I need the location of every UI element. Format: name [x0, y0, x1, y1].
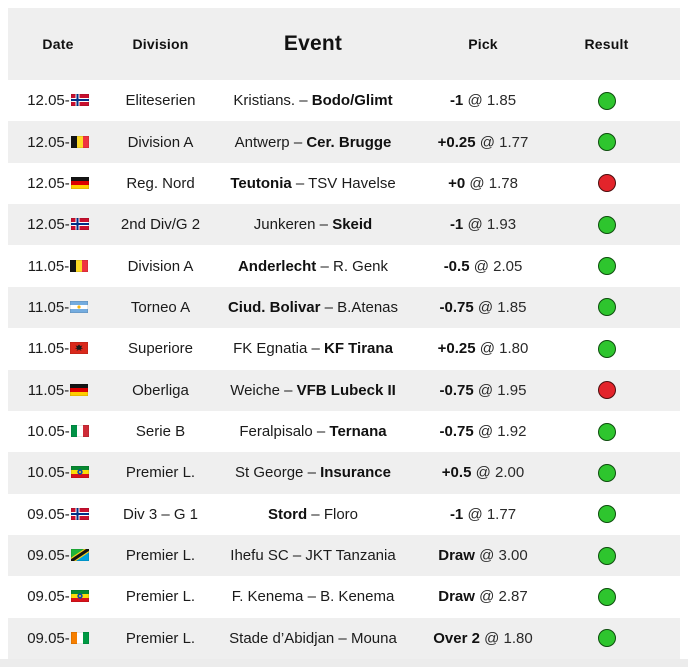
event-label: Stord – Floro — [267, 505, 359, 523]
division-label: Premier L. — [125, 464, 196, 482]
flag-norway-icon — [71, 508, 89, 520]
bottom-strip — [0, 659, 688, 667]
home-team: St George — [235, 464, 304, 482]
flag-norway-icon — [71, 218, 89, 230]
result-cell — [553, 505, 680, 523]
pick-odds: @ 2.00 — [471, 464, 525, 482]
pick-odds: @ 1.85 — [463, 92, 517, 110]
home-team: Anderlecht — [237, 257, 317, 275]
table-row — [8, 121, 680, 162]
flag-tanzania-icon — [71, 549, 89, 561]
date-cell — [8, 175, 108, 192]
division-label: 2nd Div/G 2 — [120, 216, 201, 234]
table-body — [8, 80, 680, 659]
pick-value: -0.75 — [439, 298, 474, 316]
pick-value: -0.75 — [439, 381, 474, 399]
result-cell — [553, 464, 680, 482]
home-team: Antwerp — [234, 133, 290, 151]
pick-value: +0.25 — [437, 340, 476, 358]
result-cell — [553, 629, 680, 647]
away-team: Ternana — [329, 423, 387, 441]
pick-value: -1 — [449, 505, 464, 523]
result-cell — [553, 588, 680, 606]
date-label: 12.05- — [27, 92, 70, 110]
away-team: Cer. Brugge — [306, 133, 392, 151]
division-label: Premier L. — [125, 629, 196, 647]
result-win-indicator — [598, 298, 616, 316]
result-cell — [553, 133, 680, 151]
result-win-indicator — [598, 423, 616, 441]
date-cell — [8, 423, 108, 440]
pick-value: -1 — [449, 216, 464, 234]
flag-germany-icon — [70, 384, 88, 396]
pick-value: +0 — [448, 174, 466, 192]
pick-label — [413, 382, 553, 399]
away-team: Skeid — [332, 216, 373, 234]
date-cell — [8, 630, 108, 647]
event-label: Teutonia – TSV Havelse — [230, 174, 396, 192]
event-label: Stade d’Abidjan – Mouna — [229, 629, 397, 647]
pick-odds: @ 1.85 — [473, 298, 527, 316]
date-cell — [8, 506, 108, 523]
table-row — [8, 80, 680, 121]
home-team: Stade d’Abidjan — [229, 629, 335, 647]
pick-label — [413, 423, 553, 440]
result-win-indicator — [598, 464, 616, 482]
result-win-indicator — [598, 257, 616, 275]
date-label: 09.05- — [27, 505, 70, 523]
division-label: Division A — [127, 257, 194, 275]
date-label: 09.05- — [27, 547, 70, 565]
away-team: Mouna — [350, 629, 397, 647]
result-cell — [553, 298, 680, 316]
pick-odds: @ 1.93 — [463, 216, 517, 234]
date-cell — [8, 588, 108, 605]
date-label: 11.05- — [27, 257, 70, 275]
table-header — [8, 8, 680, 80]
result-win-indicator — [598, 340, 616, 358]
result-cell — [553, 92, 680, 110]
pick-label — [413, 340, 553, 357]
away-team: B.Atenas — [337, 298, 399, 316]
pick-label — [413, 258, 553, 275]
flag-ivory-coast-icon — [71, 632, 89, 644]
event-label: Ciud. Bolivar – B.Atenas — [227, 298, 399, 316]
result-cell — [553, 423, 680, 441]
result-cell — [553, 381, 680, 399]
table-row — [8, 245, 680, 286]
table-row — [8, 328, 680, 369]
away-team: KF Tirana — [324, 340, 393, 358]
result-win-indicator — [598, 216, 616, 234]
result-win-indicator — [598, 505, 616, 523]
result-win-indicator — [598, 133, 616, 151]
division-label: Premier L. — [125, 547, 196, 565]
date-label: 09.05- — [27, 588, 70, 606]
event-label: Antwerp – Cer. Brugge — [234, 133, 392, 151]
table-row — [8, 204, 680, 245]
event-label: Kristians. – Bodo/Glimt — [233, 92, 393, 110]
flag-albania-icon — [70, 342, 88, 354]
result-win-indicator — [598, 588, 616, 606]
event-label: St George – Insurance — [235, 464, 391, 482]
result-cell — [553, 547, 680, 565]
pick-odds: @ 1.80 — [475, 340, 529, 358]
pick-label — [413, 464, 553, 481]
date-cell — [8, 340, 108, 357]
column-header-event: Event — [283, 32, 343, 55]
date-cell — [8, 464, 108, 481]
home-team: FK Egnatia — [233, 340, 308, 358]
table-row — [8, 618, 680, 659]
date-label: 09.05- — [27, 629, 70, 647]
division-label: Eliteserien — [125, 92, 196, 110]
date-label: 12.05- — [27, 216, 70, 234]
result-win-indicator — [598, 547, 616, 565]
away-team: TSV Havelse — [308, 174, 396, 192]
table-row — [8, 411, 680, 452]
away-team: Insurance — [320, 464, 391, 482]
pick-label — [413, 175, 553, 192]
picks-table — [8, 8, 680, 659]
pick-odds: @ 1.95 — [473, 381, 527, 399]
home-team: Ihefu SC — [230, 547, 289, 565]
away-team: B. Kenema — [320, 588, 395, 606]
date-cell — [8, 258, 108, 275]
column-header-division: Division — [132, 36, 189, 52]
division-label: Reg. Nord — [126, 174, 195, 192]
column-header-result: Result — [584, 36, 629, 52]
result-loss-indicator — [598, 174, 616, 192]
away-team: R. Genk — [333, 257, 389, 275]
result-win-indicator — [598, 92, 616, 110]
flag-norway-icon — [71, 94, 89, 106]
result-loss-indicator — [598, 381, 616, 399]
result-cell — [553, 216, 680, 234]
flag-germany-icon — [71, 177, 89, 189]
home-team: Ciud. Bolivar — [227, 298, 321, 316]
pick-odds: @ 2.87 — [474, 588, 528, 606]
flag-ethiopia-icon — [71, 466, 89, 478]
result-cell — [553, 257, 680, 275]
table-row — [8, 535, 680, 576]
pick-value: -1 — [449, 92, 464, 110]
pick-value: -0.75 — [439, 423, 474, 441]
date-label: 12.05- — [27, 174, 70, 192]
date-label: 11.05- — [27, 381, 70, 399]
result-cell — [553, 174, 680, 192]
pick-label — [413, 506, 553, 523]
table-row — [8, 576, 680, 617]
pick-value: Draw — [438, 547, 475, 565]
flag-belgium-icon — [70, 260, 88, 272]
pick-label — [413, 92, 553, 109]
pick-label — [413, 134, 553, 151]
away-team: Floro — [323, 505, 359, 523]
pick-odds: @ 1.80 — [479, 629, 533, 647]
home-team: F. Kenema — [231, 588, 304, 606]
pick-odds: @ 1.78 — [465, 174, 518, 192]
date-cell — [8, 134, 108, 151]
pick-value: Over 2 — [433, 629, 480, 647]
table-row — [8, 287, 680, 328]
date-label: 10.05- — [27, 423, 70, 441]
pick-odds: @ 3.00 — [474, 547, 528, 565]
division-label: Serie B — [135, 423, 186, 441]
division-label: Oberliga — [132, 381, 189, 399]
pick-label — [413, 299, 553, 316]
result-cell — [553, 340, 680, 358]
date-cell — [8, 547, 108, 564]
home-team: Feralpisalo — [239, 423, 313, 441]
column-header-date: Date — [42, 36, 74, 52]
date-cell — [8, 92, 108, 109]
result-win-indicator — [598, 629, 616, 647]
division-label: Premier L. — [125, 588, 196, 606]
date-cell — [8, 216, 108, 233]
pick-value: +0.5 — [441, 464, 472, 482]
away-team: JKT Tanzania — [305, 547, 396, 565]
event-label: Anderlecht – R. Genk — [237, 257, 389, 275]
division-label: Superiore — [127, 340, 194, 358]
date-label: 12.05- — [27, 133, 70, 151]
home-team: Teutonia — [230, 174, 292, 192]
date-label: 11.05- — [27, 298, 70, 316]
home-team: Kristians. — [233, 92, 296, 110]
flag-argentina-icon — [70, 301, 88, 313]
home-team: Weiche — [230, 381, 280, 399]
pick-label — [413, 588, 553, 605]
division-label: Division A — [127, 133, 194, 151]
pick-odds: @ 1.92 — [473, 423, 527, 441]
pick-label — [413, 216, 553, 233]
pick-value: -0.5 — [443, 257, 470, 275]
event-label: Junkeren – Skeid — [253, 216, 373, 234]
pick-odds: @ 1.77 — [463, 505, 517, 523]
column-header-pick: Pick — [468, 36, 498, 52]
division-label: Div 3 – G 1 — [122, 505, 199, 523]
pick-label — [413, 630, 553, 647]
date-label: 10.05- — [27, 464, 70, 482]
pick-odds: @ 2.05 — [469, 257, 523, 275]
table-row — [8, 370, 680, 411]
table-row — [8, 494, 680, 535]
away-team: Bodo/Glimt — [311, 92, 393, 110]
pick-value: +0.25 — [437, 133, 476, 151]
pick-odds: @ 1.77 — [475, 133, 529, 151]
table-row — [8, 452, 680, 493]
table-row — [8, 163, 680, 204]
home-team: Stord — [267, 505, 308, 523]
date-cell — [8, 382, 108, 399]
event-label: Feralpisalo – Ternana — [239, 423, 387, 441]
date-label: 11.05- — [27, 340, 70, 358]
pick-label — [413, 547, 553, 564]
event-label: Weiche – VFB Lubeck II — [230, 381, 396, 399]
flag-belgium-icon — [71, 136, 89, 148]
away-team: VFB Lubeck II — [296, 381, 396, 399]
flag-italy-icon — [71, 425, 89, 437]
event-label: F. Kenema – B. Kenema — [231, 588, 395, 606]
flag-ethiopia-icon — [71, 590, 89, 602]
date-cell — [8, 299, 108, 316]
home-team: Junkeren — [253, 216, 316, 234]
event-label: Ihefu SC – JKT Tanzania — [230, 547, 396, 565]
event-label: FK Egnatia – KF Tirana — [233, 340, 393, 358]
division-label: Torneo A — [130, 298, 191, 316]
pick-value: Draw — [438, 588, 475, 606]
